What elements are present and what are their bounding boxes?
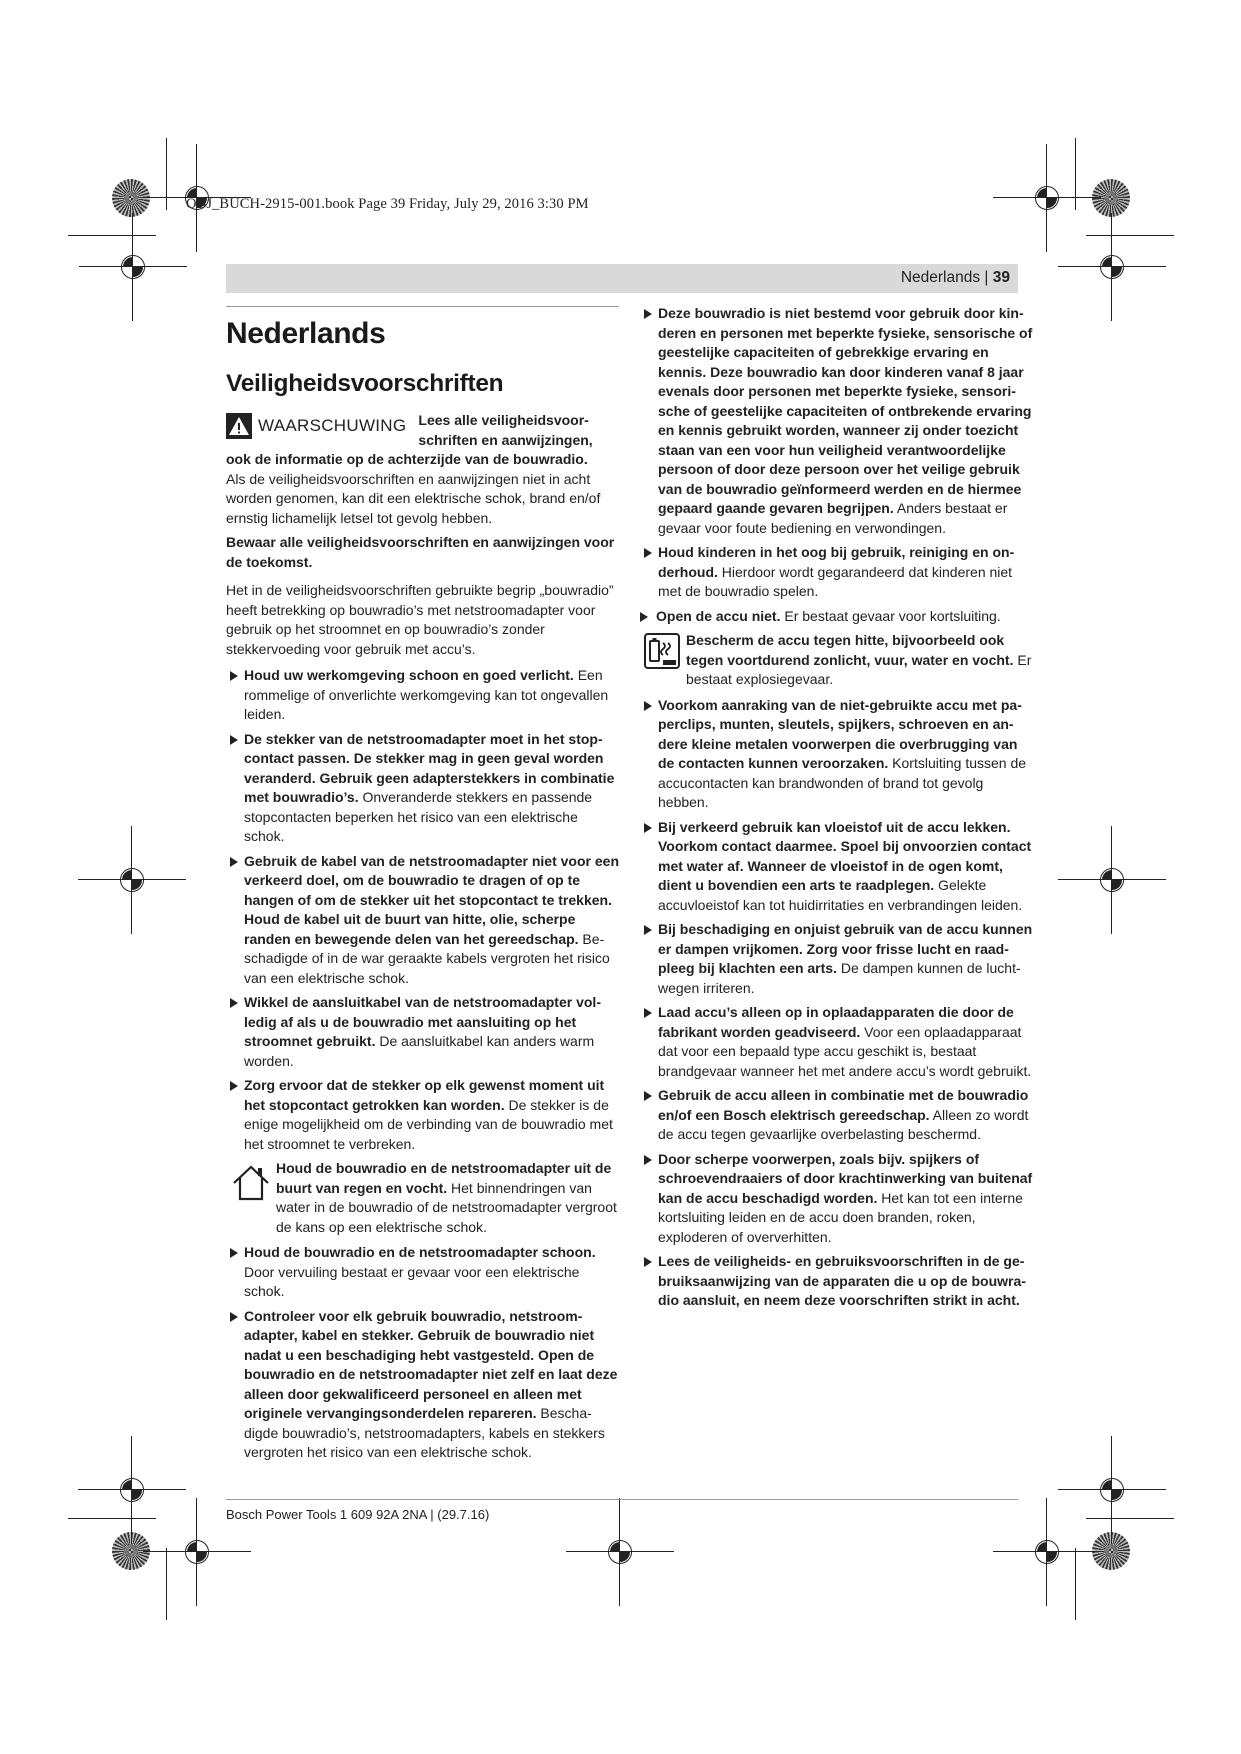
header-text xyxy=(901,269,1010,287)
trim-line xyxy=(166,138,167,210)
bullet-arrow-icon xyxy=(644,925,652,935)
list-item: De stekker van de netstroomadapter moet in het stopcontact passen. De stekker mag in geen geval worden veranderd. Gebruik geen adapterstekkers in combinatie met bouwradio’s. Onveranderde stekkers en passende stopcontacten beperken het risico van een elektrische schok. xyxy=(226,730,619,847)
header-separator: | xyxy=(984,269,989,286)
battery-heat-icon xyxy=(644,633,680,675)
list-item: Houd kinderen in het oog bij gebruik, reiniging en onderhoud. Hierdoor wordt gegarandeerd dat kinderen niet met de bouwradio spelen. xyxy=(640,543,1036,602)
indoor-use-note: Houd de bouwradio en de netstroomadapter uit de buurt van regen en vocht. Het binnendringen van water in de bouwradio of de netstroomadapter vergroot de kans op een elektrische schok. xyxy=(226,1159,619,1237)
color-wheel-mark-top-right xyxy=(1092,179,1130,217)
trim-line xyxy=(68,235,156,236)
warning-text: Als de veiligheidsvoorschriften en aanwijzingen niet in acht worden genomen, kan dit een elektrische schok, brand en/of ernstig lichamelijk letsel tot gevolg hebben. xyxy=(226,470,601,526)
bullet-arrow-icon xyxy=(644,1008,652,1018)
warning-triangle-icon xyxy=(226,413,252,439)
list-item: Lees de veiligheids- en gebruiksvoorschriften in de gebruiksaanwijzing van de apparaten die u op de bouwradio aansluit, en neem deze voorschriften strikt in acht. xyxy=(640,1252,1036,1311)
bullet-arrow-icon xyxy=(230,857,238,867)
bullet-arrow-icon xyxy=(644,823,652,833)
crosshair-mark-bottom-left xyxy=(177,1532,217,1572)
list-item: Gebruik de accu alleen in combinatie met de bouwradio en/of een Bosch elektrisch gereedschap. Alleen zo wordt de accu tegen gevaarlijke overbelasting beschermd. xyxy=(640,1086,1036,1145)
crosshair-mark-mid-right xyxy=(1092,860,1132,900)
bullet-arrow-icon xyxy=(230,735,238,745)
book-info-line: OBJ_BUCH-2915-001.book Page 39 Friday, July 29, 2016 3:30 PM xyxy=(186,196,589,212)
list-item: Gebruik de kabel van de netstroomadapter niet voor een verkeerd doel, om de bouwradio te dragen of op te hangen of om de stekker uit het stopcontact te trekken. Houd de kabel uit de buurt van hitte, olie, scherpe randen en bewegende delen van het gereedschap. Beschadigde of in de war geraakte kabels vergroten het risico van een elektrische schok. xyxy=(226,852,619,989)
bullet-arrow-icon xyxy=(644,1155,652,1165)
trim-line xyxy=(1075,138,1076,210)
bullet-arrow-icon xyxy=(230,1081,238,1091)
page-title: Nederlands xyxy=(226,317,386,350)
bullet-arrow-icon xyxy=(644,548,652,558)
bullet-arrow-icon xyxy=(230,1312,238,1322)
warning-word: WAARSCHUWING xyxy=(258,416,407,436)
list-item: Controleer voor elk gebruik bouwradio, netstroomadapter, kabel en stekker. Gebruik de bouwradio niet nadat u een beschadiging hebt vastgesteld. Open de bouwradio en de netstroomadapter niet zelf en laat deze alleen door gekwalificeerd personeel en alleen met originele vervangingsonderdelen repareren. Beschadigde bouwradio’s, netstroomadapters, kabels en stekkers vergroten het risico van een elektrische schok. xyxy=(226,1307,619,1463)
list-item: Laad accu’s alleen op in oplaadapparaten die door de fabrikant worden geadviseerd. Voor een oplaadapparaat dat voor een bepaald type accu geschikt is, bestaat brandgevaar wanneer het met andere accu’s wordt gebruikt. xyxy=(640,1003,1036,1081)
footer-text: Bosch Power Tools 1 609 92A 2NA | (29.7.16) xyxy=(226,1507,490,1522)
running-header xyxy=(226,264,1018,293)
list-item: Voorkom aanraking van de niet-gebruikte accu met paperclips, munten, sleutels, spijkers, schroeven en andere kleine metalen voorwerpen die overbrugging van de contacten kunnen veroorzaken. Kortsluiting tussen de accucontacten kan brandwonden of brand tot gevolg hebben. xyxy=(640,696,1036,813)
list-item: Wikkel de aansluitkabel van de netstroomadapter volledig af als u de bouwradio met aansluiting op het stroomnet gebruikt. De aansluitkabel kan anders warm worden. xyxy=(226,993,619,1071)
bullet-arrow-icon xyxy=(640,612,648,622)
left-column xyxy=(226,306,619,1468)
warning-block xyxy=(226,411,619,470)
intro-paragraph: Het in de veiligheidsvoorschriften gebruikte begrip „bouwradio” heeft betrekking op bouwradio’s met netstroomadapter voor gebruik op het stroomnet en op bouwradio’s zonder stekkervoeding voor gebruik met accu’s. xyxy=(226,582,614,657)
warning-lead: Lees alle veiligheidsvoorschriften en aanwijzingen, ook de informatie op de achterzijde van de bouwradio. xyxy=(226,412,593,467)
header-language: Nederlands xyxy=(900,269,981,286)
list-item: Deze bouwradio is niet bestemd voor gebruik door kinderen en personen met beperkte fysieke, sensorische of geestelijke capaciteiten of gebrekkige ervaring en kennis. Deze bouwradio kan door kinderen vanaf 8 jaar evenals door personen met beperkte fysieke, sensorische of geestelijke capaciteiten of ontbrekende ervaring en kennis gebruikt worden, wanneer zij onder toezicht staan van een voor hun veiligheid verantwoordelijke persoon of door deze persoon over het veilige gebruik van de bouwradio geïnformeerd werden en de hiermee gepaard gaande gevaren begrijpen. Anders bestaat er gevaar voor foute bediening en verwondingen. xyxy=(640,304,1036,538)
trim-line xyxy=(1075,1548,1076,1620)
footer-rule xyxy=(226,1499,1018,1500)
trim-line xyxy=(1086,235,1174,236)
list-item: Bij beschadiging en onjuist gebruik van de accu kunnen er dampen vrijkomen. Zorg voor frisse lucht en raadpleeg bij klachten een arts. De dampen kunnen de luchtwegen irriteren. xyxy=(640,920,1036,998)
heat-protection-note: Bescherm de accu tegen hitte, bijvoorbeeld ook tegen voortdurend zonlicht, vuur, water en vocht. Er bestaat explosiegevaar. xyxy=(640,631,1036,690)
list-item: Bij verkeerd gebruik kan vloeistof uit de accu lekken. Voorkom contact daarmee. Spoel bij onvoorzien contact met water af. Wanneer de vloeistof in de ogen komt, dient u bovendien een arts te raadplegen. Gelekte accuvloeistof kan tot huidirritaties en verbrandingen leiden. xyxy=(640,818,1036,916)
crosshair-mark-bottom-center xyxy=(600,1532,640,1572)
bullet-arrow-icon xyxy=(230,1248,238,1258)
list-item: Open de accu niet. Er bestaat gevaar voor kortsluiting. xyxy=(640,607,1036,627)
crosshair-mark-side-top-left xyxy=(113,247,153,287)
trim-line xyxy=(68,1518,156,1519)
bullet-arrow-icon xyxy=(644,1257,652,1267)
bullet-arrow-icon xyxy=(644,1091,652,1101)
bullet-arrow-icon xyxy=(644,701,652,711)
list-item: Houd de bouwradio en de netstroomadapter schoon. Door vervuiling bestaat er gevaar voor een elektrische schok. xyxy=(226,1243,619,1302)
warning-label xyxy=(226,413,406,439)
crosshair-mark-top-right xyxy=(1027,178,1067,218)
crosshair-mark-side-bottom-right xyxy=(1092,1470,1132,1510)
page-number: 39 xyxy=(992,269,1010,286)
bullet-arrow-icon xyxy=(230,998,238,1008)
list-item: Houd uw werkomgeving schoon en goed verlicht. Een rommelige of onverlichte werkomgeving kan tot ongevallen leiden. xyxy=(226,666,619,725)
crosshair-mark-side-top-right xyxy=(1092,247,1132,287)
bullet-arrow-icon xyxy=(230,671,238,681)
trim-line xyxy=(166,1548,167,1620)
crosshair-mark-side-bottom-left xyxy=(112,1470,152,1510)
color-wheel-mark-top-left xyxy=(112,179,150,217)
house-icon xyxy=(232,1163,270,1209)
list-item: Zorg ervoor dat de stekker op elk gewenst moment uit het stopcontact getrokken kan worden. De stekker is de enige mogelijkheid om de verbinding van de bouwradio met het stroomnet te verbreken. xyxy=(226,1076,619,1154)
right-column xyxy=(640,304,1036,1316)
section-title: Veiligheidsvoorschriften xyxy=(226,370,504,397)
list-item: Door scherpe voorwerpen, zoals bijv. spijkers of schroevendraaiers of door krachtinwerking van buitenaf kan de accu beschadigd worden. Het kan tot een interne kortsluiting leiden en de accu doen branden, roken, exploderen of oververhitten. xyxy=(640,1150,1036,1248)
keep-instruction: Bewaar alle veiligheidsvoorschriften en aanwijzingen voor de toekomst. xyxy=(226,534,615,570)
crosshair-mark-mid-left xyxy=(112,860,152,900)
crosshair-mark-bottom-right xyxy=(1027,1532,1067,1572)
bullet-arrow-icon xyxy=(644,309,652,319)
trim-line xyxy=(1086,1518,1174,1519)
